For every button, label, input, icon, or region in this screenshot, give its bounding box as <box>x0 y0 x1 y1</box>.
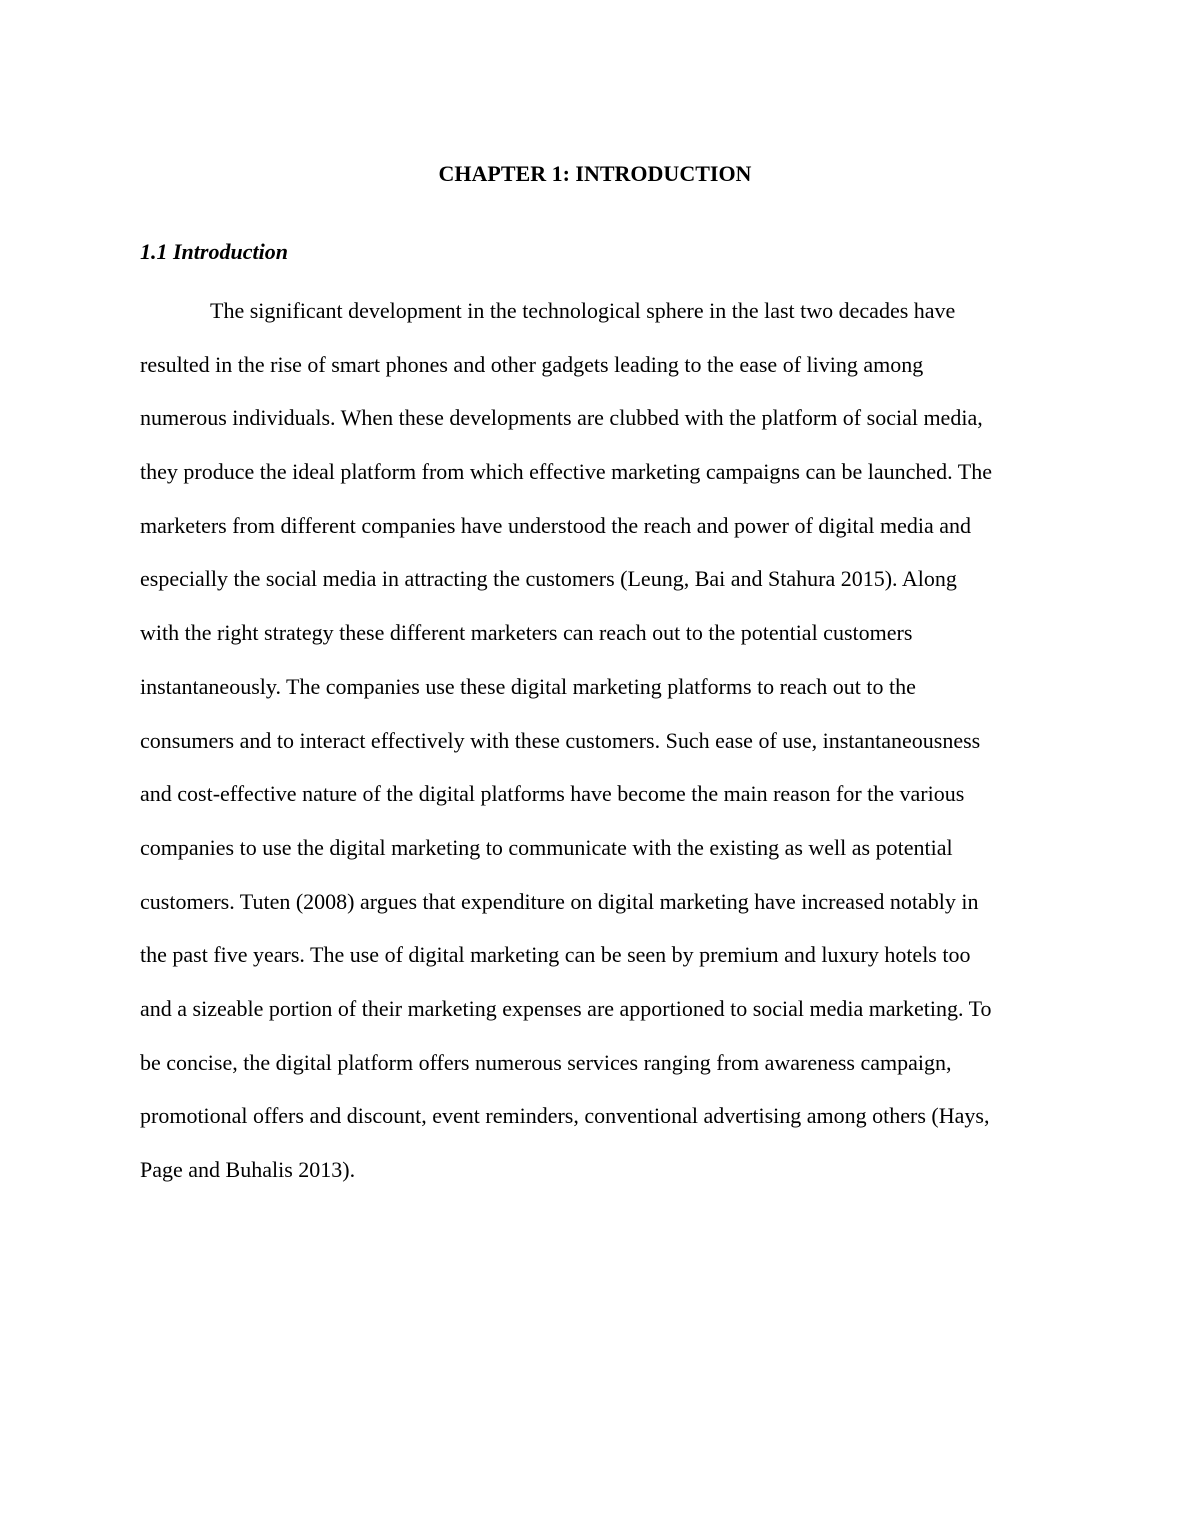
paragraph-line: instantaneously. The companies use these digital marketing platforms to reach out to the <box>140 673 916 699</box>
paragraph-line: especially the social media in attracting the customers (Leung, Bai and Stahura 2015). Along <box>140 566 957 592</box>
paragraph-line: companies to use the digital marketing to communicate with the existing as well as potential <box>140 834 953 860</box>
paragraph-line: resulted in the rise of smart phones and other gadgets leading to the ease of living among <box>140 351 924 377</box>
chapter-title: CHAPTER 1: INTRODUCTION <box>438 161 752 186</box>
paragraph-line: customers. Tuten (2008) argues that expenditure on digital marketing have increased notably in <box>140 888 979 914</box>
paragraph-line: be concise, the digital platform offers numerous services ranging from awareness campaign, <box>140 1049 952 1075</box>
paragraph-line: and a sizeable portion of their marketing expenses are apportioned to social media marketing. To <box>140 995 992 1021</box>
paragraph-line: The significant development in the technological sphere in the last two decades have <box>210 298 956 323</box>
paragraph-line: marketers from different companies have understood the reach and power of digital media and <box>140 512 972 538</box>
paragraph-line: they produce the ideal platform from which effective marketing campaigns can be launched. The <box>140 459 992 485</box>
paragraph-line: numerous individuals. When these developments are clubbed with the platform of social media, <box>140 405 983 431</box>
paragraph-line: consumers and to interact effectively with these customers. Such ease of use, instantaneousness <box>140 727 981 753</box>
paragraph-line: Page and Buhalis 2013). <box>140 1157 356 1182</box>
paragraph-line: and cost-effective nature of the digital platforms have become the main reason for the various <box>140 781 965 807</box>
section-heading: 1.1 Introduction <box>140 239 288 264</box>
paragraph-line: promotional offers and discount, event reminders, conventional advertising among others (Hays, <box>140 1103 990 1129</box>
paragraph-line: with the right strategy these different marketers can reach out to the potential customers <box>140 620 913 646</box>
paragraph-line: the past five years. The use of digital marketing can be seen by premium and luxury hotels too <box>140 942 971 968</box>
introduction-paragraph <box>140 295 1050 1208</box>
